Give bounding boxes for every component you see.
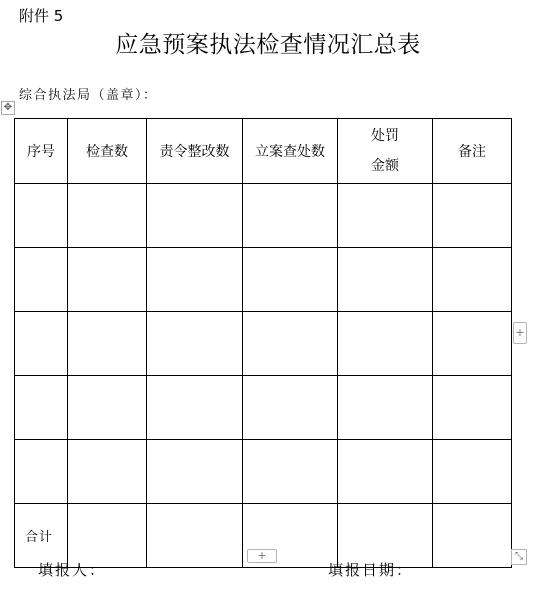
table-cell[interactable] — [147, 248, 243, 312]
header-penalty-line1: 处罚 — [371, 128, 399, 144]
add-row-plus-icon[interactable]: + — [247, 549, 277, 563]
table-header-row — [15, 119, 512, 184]
table-cell[interactable] — [15, 248, 68, 312]
table-row — [15, 184, 512, 248]
table-cell[interactable] — [15, 312, 68, 376]
table-cell[interactable] — [15, 376, 68, 440]
add-column-plus-icon[interactable]: + — [513, 322, 527, 344]
table-cell[interactable] — [338, 376, 433, 440]
header-remarks: 备注 — [433, 119, 512, 184]
reporter-label: 填报人： — [38, 561, 107, 579]
table-cell[interactable] — [68, 184, 147, 248]
table-cell[interactable] — [338, 312, 433, 376]
table-cell[interactable] — [338, 184, 433, 248]
header-case-count: 立案查处数 — [243, 119, 338, 184]
table-cell[interactable] — [433, 312, 512, 376]
table-cell[interactable] — [147, 440, 243, 504]
table-cell[interactable] — [68, 504, 147, 568]
table-cell[interactable] — [433, 184, 512, 248]
table-row — [15, 248, 512, 312]
table-cell[interactable] — [433, 440, 512, 504]
table-cell[interactable] — [243, 440, 338, 504]
table-cell[interactable] — [338, 248, 433, 312]
table-cell[interactable] — [68, 440, 147, 504]
table-cell[interactable] — [68, 312, 147, 376]
organization-line: 综合执法局（盖章）： — [19, 88, 158, 103]
header-serial: 序号 — [15, 119, 68, 184]
table-row — [15, 376, 512, 440]
table-cell[interactable] — [243, 248, 338, 312]
header-rectification-count: 责令整改数 — [147, 119, 243, 184]
table-cell[interactable] — [15, 440, 68, 504]
table-cell[interactable] — [147, 376, 243, 440]
total-label: 合计 — [15, 504, 68, 568]
table-cell[interactable] — [147, 504, 243, 568]
table-cell[interactable] — [433, 248, 512, 312]
summary-table — [14, 118, 512, 568]
table-cell[interactable] — [243, 376, 338, 440]
table-cell[interactable] — [243, 184, 338, 248]
table-move-handle-icon[interactable]: ✥ — [1, 101, 15, 115]
report-date-label: 填报日期： — [328, 561, 414, 579]
table-cell[interactable] — [433, 376, 512, 440]
table-row — [15, 312, 512, 376]
table-cell[interactable] — [68, 376, 147, 440]
table-cell[interactable] — [338, 504, 433, 568]
table-resize-icon[interactable]: ⤡ — [511, 549, 527, 565]
table-cell[interactable] — [15, 184, 68, 248]
header-penalty-line2: 金额 — [371, 158, 399, 174]
header-penalty-amount — [338, 119, 433, 184]
table-cell[interactable] — [433, 504, 512, 568]
header-inspection-count: 检查数 — [68, 119, 147, 184]
table-row — [15, 440, 512, 504]
attachment-label: 附件 5 — [19, 7, 64, 25]
table-cell[interactable] — [147, 184, 243, 248]
table-cell[interactable] — [338, 440, 433, 504]
table-cell[interactable] — [147, 312, 243, 376]
table-cell[interactable] — [68, 248, 147, 312]
table-cell[interactable] — [243, 312, 338, 376]
document-title: 应急预案执法检查情况汇总表 — [115, 32, 421, 58]
